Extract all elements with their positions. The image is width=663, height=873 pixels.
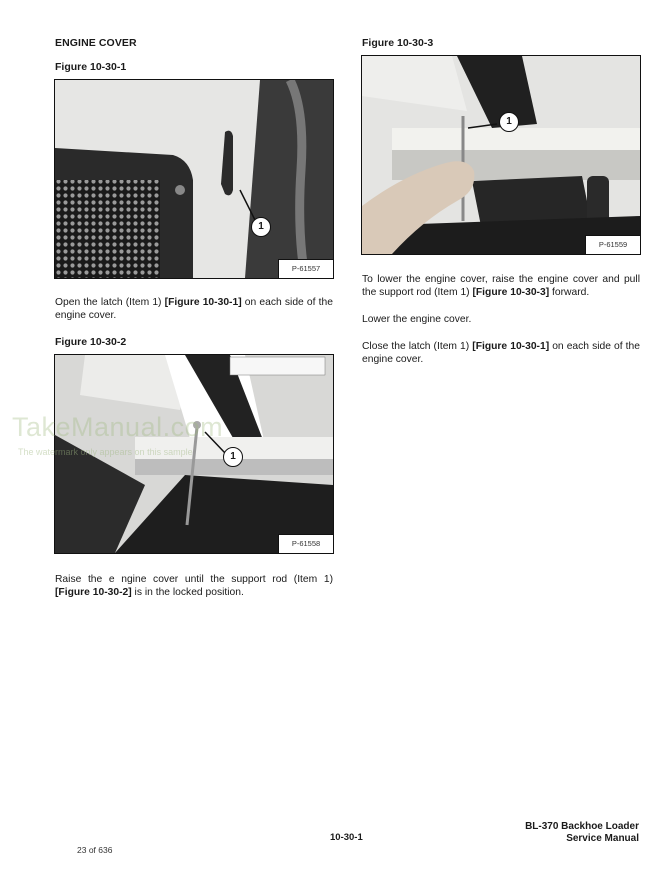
latch-photo-illustration: [55, 80, 333, 278]
figure-reference-link[interactable]: [Figure 10-30-1]: [472, 341, 550, 352]
watermark-subtitle: The watermark only appears on this sample: [18, 447, 193, 457]
paragraph-close-latch: [362, 340, 640, 366]
figure-2-title: Figure 10-30-2: [55, 336, 127, 348]
support-rod-pull-photo-illustration: [362, 56, 640, 254]
text: To lower the engine cover, raise the engine cover and pull the support rod (Item 1): [362, 274, 640, 298]
manual-title: BL-370 Backhoe Loader: [525, 821, 639, 832]
text: Close the latch (Item 1): [362, 341, 473, 352]
text: Open the latch (Item 1): [55, 297, 165, 308]
callout-item-1: 1: [251, 217, 271, 237]
figure-1-title: Figure 10-30-1: [55, 61, 127, 73]
page-number: 10-30-1: [330, 832, 363, 843]
callout-item-1: 1: [499, 112, 519, 132]
text: is in the locked position.: [131, 587, 244, 598]
callout-item-1: 1: [223, 447, 243, 467]
photo-id-label: P-61557: [278, 259, 333, 278]
photo-id-label: P-61559: [585, 235, 640, 254]
figure-reference-link[interactable]: [Figure 10-30-1]: [164, 297, 242, 308]
text: on each side of the engine cover.: [362, 341, 640, 365]
paragraph-lower-cover: Lower the engine cover.: [362, 314, 472, 325]
manual-title-block: [525, 821, 639, 845]
figure-3-title: Figure 10-30-3: [362, 37, 434, 49]
paragraph-raise-cover: [55, 573, 333, 599]
figure-3-photo: [361, 55, 641, 255]
section-title: ENGINE COVER: [55, 37, 137, 49]
figure-reference-link[interactable]: [Figure 10-30-3]: [472, 287, 550, 298]
figure-2-photo: [54, 354, 334, 554]
figure-reference-link[interactable]: [Figure 10-30-2]: [55, 587, 132, 598]
support-rod-locked-photo-illustration: [55, 355, 333, 553]
page-count: 23 of 636: [77, 845, 113, 855]
paragraph-lower-cover-rod: [362, 273, 640, 299]
figure-1-photo: [54, 79, 334, 279]
photo-id-label: P-61558: [278, 534, 333, 553]
watermark-title: TakeManual.com: [12, 412, 224, 442]
text: Raise the e ngine cover until the support rod (Item 1): [55, 574, 333, 585]
paragraph-open-latch: [55, 296, 333, 322]
manual-subtitle: Service Manual: [566, 833, 639, 844]
text: on each side of the engine cover.: [55, 297, 333, 321]
text: forward.: [549, 287, 590, 298]
